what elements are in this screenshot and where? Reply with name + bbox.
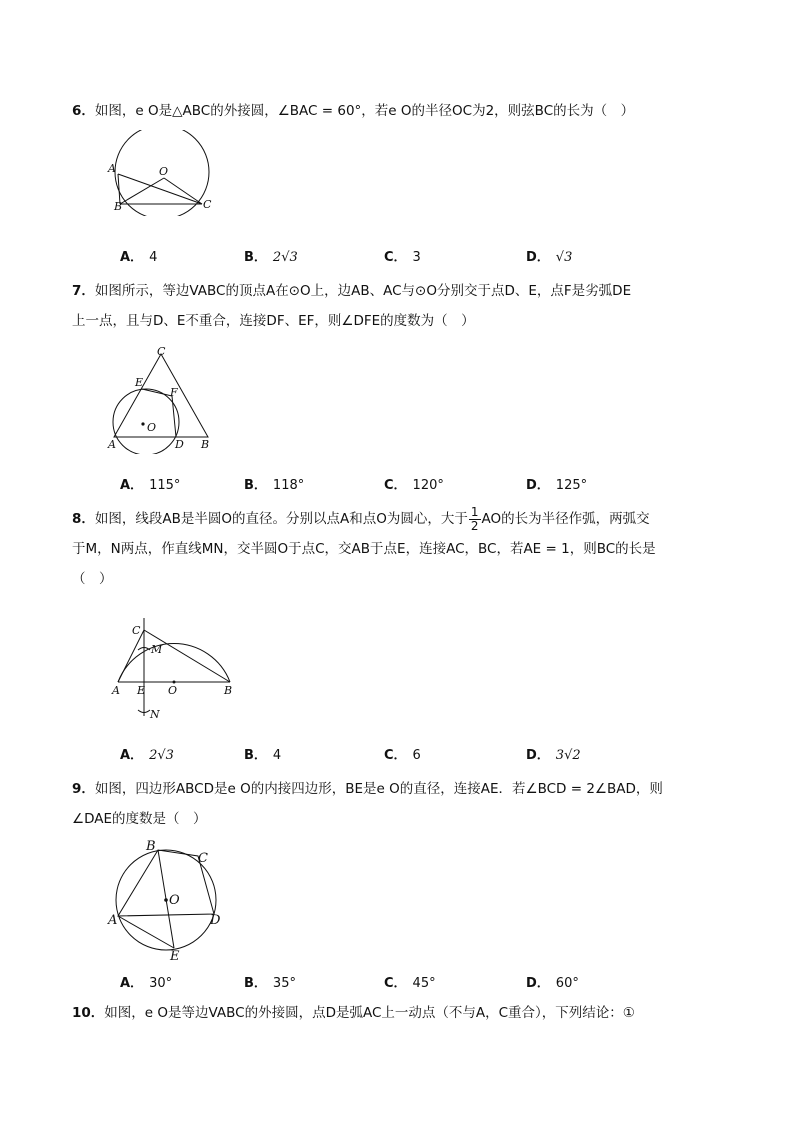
question-number: 8． xyxy=(72,511,95,527)
label-e: E xyxy=(170,949,180,962)
option-c[interactable]: C． 120° xyxy=(384,478,444,493)
question-number: 9． xyxy=(72,781,95,797)
label-a: A xyxy=(108,913,118,928)
label-e: E xyxy=(135,376,144,389)
question-text-line2: ∠DAE的度数是（ ） xyxy=(72,811,207,827)
label-b: B xyxy=(201,438,210,451)
question-text-line3: （ ） xyxy=(72,571,113,587)
question-6 xyxy=(72,96,732,126)
label-b: B xyxy=(114,200,123,213)
question-number: 10． xyxy=(72,1005,105,1021)
label-e: E xyxy=(137,684,146,697)
question-number: 7． xyxy=(72,283,95,299)
question-8 xyxy=(72,504,732,594)
option-d[interactable]: D． 125° xyxy=(526,478,588,493)
figure-q8 xyxy=(104,616,240,724)
options-q9 xyxy=(120,972,720,992)
option-c[interactable]: C． 3 xyxy=(384,250,421,265)
label-a: A xyxy=(112,684,120,697)
label-a: A xyxy=(108,438,116,451)
question-text-line1a: 如图，线段AB是半圆O的直径。分别以点A和点O为圆心，大于 xyxy=(94,511,468,527)
label-c: C xyxy=(132,624,141,637)
label-o: O xyxy=(168,684,178,697)
option-b[interactable]: B． 35° xyxy=(244,976,296,991)
label-o: O xyxy=(147,421,157,434)
label-b: B xyxy=(224,684,233,697)
question-text-line2: 上一点，且与D、E不重合，连接DF、EF，则∠DFE的度数为（ ） xyxy=(72,313,475,329)
question-7 xyxy=(72,276,732,336)
question-text: 如图，e O是等边VABC的外接圆，点D是弧AC上一动点（不与A，C重合），下列结论：① xyxy=(104,1005,635,1021)
option-a[interactable]: A． 30° xyxy=(120,976,173,991)
option-b[interactable]: B． 118° xyxy=(244,478,305,493)
label-d: D xyxy=(175,438,184,451)
label-o: O xyxy=(169,893,180,908)
label-f: F xyxy=(170,386,178,399)
label-c: C xyxy=(198,851,208,866)
question-text: 如图，e O是△ABC的外接圆，∠BAC = 60°，若e O的半径OC为2，则弦BC的长为（ ） xyxy=(94,103,635,119)
figure-q9 xyxy=(104,838,228,962)
question-9 xyxy=(72,774,732,834)
label-c: C xyxy=(203,198,212,211)
label-a: A xyxy=(108,162,116,175)
label-m: M xyxy=(151,643,163,656)
label-o: O xyxy=(159,165,169,178)
label-b: B xyxy=(146,839,156,854)
figure-q7 xyxy=(104,344,218,454)
question-text-line2: 于M，N两点，作直线MN，交半圆O于点C，交AB于点E，连接AC，BC，若AE = 1，则BC的长是 xyxy=(72,541,656,557)
question-text-line1: 如图所示，等边VABC的顶点A在⊙O上，边AB、AC与⊙O分别交于点D、E，点F是劣弧DE xyxy=(94,283,632,299)
question-10 xyxy=(72,998,732,1028)
label-c: C xyxy=(157,345,166,358)
option-a[interactable]: A． 4 xyxy=(120,250,158,265)
label-n: N xyxy=(150,708,160,721)
question-text-line1b: AO的长为半径作弧，两弧交 xyxy=(481,511,650,527)
options-q8 xyxy=(120,744,720,764)
option-a[interactable]: A． 2√3 xyxy=(120,748,174,763)
option-b[interactable]: B． 2√3 xyxy=(244,250,298,265)
option-d[interactable]: D． 60° xyxy=(526,976,579,991)
options-q6 xyxy=(120,246,720,266)
question-text-line1: 如图，四边形ABCD是e O的内接四边形，BE是e O的直径，连接AE．若∠BCD = 2∠BAD，则 xyxy=(94,781,663,797)
fraction-one-half: $\frac{1}{2}$ xyxy=(470,504,479,533)
option-c[interactable]: C． 45° xyxy=(384,976,436,991)
option-b[interactable]: B． 4 xyxy=(244,748,282,763)
option-c[interactable]: C． 6 xyxy=(384,748,421,763)
option-d[interactable]: D． √3 xyxy=(526,250,573,265)
question-number: 6． xyxy=(72,103,95,119)
option-a[interactable]: A． 115° xyxy=(120,478,181,493)
label-d: D xyxy=(210,913,221,928)
options-q7 xyxy=(120,474,720,494)
figure-q6 xyxy=(104,130,216,216)
option-d[interactable]: D． 3√2 xyxy=(526,748,581,763)
